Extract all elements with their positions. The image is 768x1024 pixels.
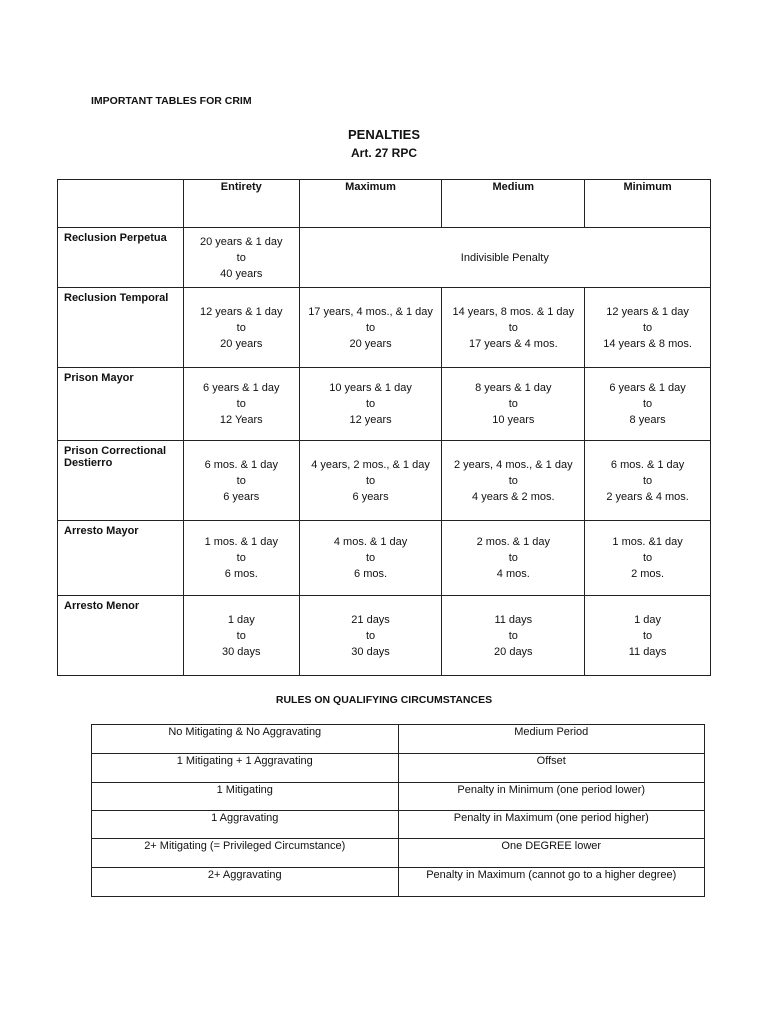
- penalties-table: [57, 179, 711, 676]
- maximum-cell: 4 years, 2 mos., & 1 day to 6 years: [299, 441, 442, 521]
- rules-title: RULES ON QUALIFYING CIRCUMSTANCES: [275, 694, 493, 706]
- condition-cell: No Mitigating & No Aggravating: [92, 725, 399, 754]
- table-row: [58, 288, 711, 368]
- minimum-cell: 12 years & 1 day to 14 years & 8 mos.: [585, 288, 711, 368]
- table-row: [58, 441, 711, 521]
- result-cell: Penalty in Minimum (one period lower): [398, 783, 704, 811]
- maximum-cell: 21 days to 30 days: [299, 596, 442, 676]
- entirety-cell: 20 years & 1 day to 40 years: [183, 228, 299, 288]
- condition-cell: 1 Aggravating: [92, 811, 399, 839]
- row-label: Reclusion Temporal: [58, 288, 184, 368]
- penalties-title: PENALTIES: [348, 127, 420, 142]
- table-row: [92, 868, 705, 897]
- result-cell: Penalty in Maximum (one period higher): [398, 811, 704, 839]
- result-cell: Offset: [398, 754, 704, 783]
- column-header-entirety: Entirety: [183, 180, 299, 228]
- medium-cell: 2 years, 4 mos., & 1 day to 4 years & 2 mos.: [442, 441, 585, 521]
- entirety-cell: 1 mos. & 1 day to 6 mos.: [183, 521, 299, 596]
- minimum-cell: 1 day to 11 days: [585, 596, 711, 676]
- row-label: Reclusion Perpetua: [58, 228, 184, 288]
- entirety-cell: 6 mos. & 1 day to 6 years: [183, 441, 299, 521]
- penalties-subtitle: Art. 27 RPC: [350, 146, 418, 160]
- indivisible-penalty-cell: Indivisible Penalty: [299, 228, 710, 288]
- result-cell: Medium Period: [398, 725, 704, 754]
- row-label: Arresto Mayor: [58, 521, 184, 596]
- condition-cell: 2+ Mitigating (= Privileged Circumstance): [92, 839, 399, 868]
- condition-cell: 1 Mitigating: [92, 783, 399, 811]
- row-label: Arresto Menor: [58, 596, 184, 676]
- entirety-cell: 6 years & 1 day to 12 Years: [183, 368, 299, 441]
- table-row: [58, 228, 711, 288]
- condition-cell: 1 Mitigating + 1 Aggravating: [92, 754, 399, 783]
- minimum-cell: 1 mos. &1 day to 2 mos.: [585, 521, 711, 596]
- table-row: [92, 754, 705, 783]
- column-header-maximum: Maximum: [299, 180, 442, 228]
- table-row: [92, 811, 705, 839]
- row-label: Prison Correctional Destierro: [58, 441, 184, 521]
- column-header-minimum: Minimum: [585, 180, 711, 228]
- minimum-cell: 6 mos. & 1 day to 2 years & 4 mos.: [585, 441, 711, 521]
- result-cell: One DEGREE lower: [398, 839, 704, 868]
- entirety-cell: 12 years & 1 day to 20 years: [183, 288, 299, 368]
- document-heading: IMPORTANT TABLES FOR CRIM: [91, 95, 252, 107]
- maximum-cell: 4 mos. & 1 day to 6 mos.: [299, 521, 442, 596]
- maximum-cell: 17 years, 4 mos., & 1 day to 20 years: [299, 288, 442, 368]
- medium-cell: 11 days to 20 days: [442, 596, 585, 676]
- maximum-cell: 10 years & 1 day to 12 years: [299, 368, 442, 441]
- table-header-row: [58, 180, 711, 228]
- minimum-cell: 6 years & 1 day to 8 years: [585, 368, 711, 441]
- table-row: [92, 725, 705, 754]
- table-row: [58, 521, 711, 596]
- medium-cell: 14 years, 8 mos. & 1 day to 17 years & 4 mos.: [442, 288, 585, 368]
- table-row: [92, 839, 705, 868]
- row-label: Prison Mayor: [58, 368, 184, 441]
- medium-cell: 8 years & 1 day to 10 years: [442, 368, 585, 441]
- medium-cell: 2 mos. & 1 day to 4 mos.: [442, 521, 585, 596]
- qualifying-circumstances-table: [91, 724, 705, 897]
- table-row: [58, 596, 711, 676]
- table-row: [92, 783, 705, 811]
- condition-cell: 2+ Aggravating: [92, 868, 399, 897]
- result-cell: Penalty in Maximum (cannot go to a higher degree): [398, 868, 704, 897]
- entirety-cell: 1 day to 30 days: [183, 596, 299, 676]
- header-empty-cell: [58, 180, 184, 228]
- column-header-medium: Medium: [442, 180, 585, 228]
- table-row: [58, 368, 711, 441]
